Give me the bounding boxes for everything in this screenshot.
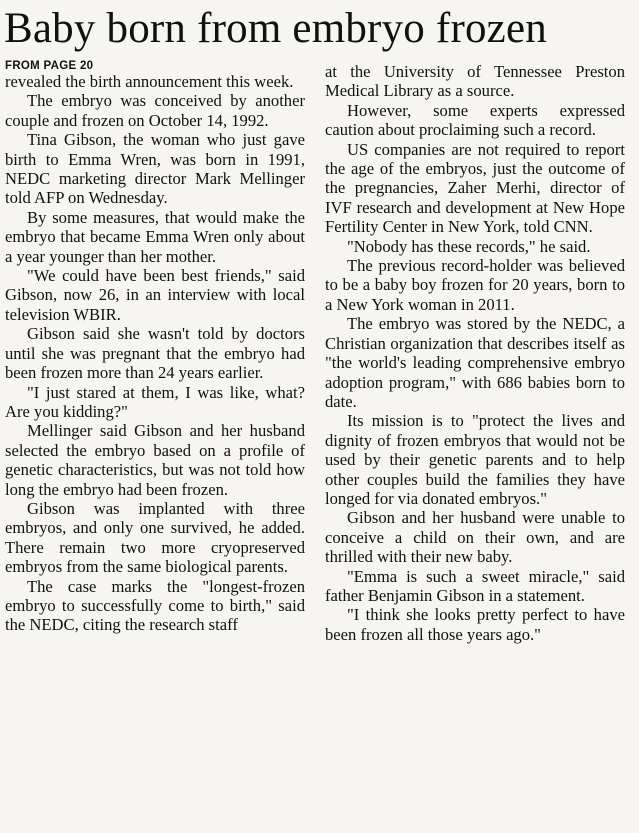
paragraph: Gibson was implanted with three embryos, and only one survived, he added. There remain two more cryopreserved embryos from the same biological parents. [5, 498, 305, 577]
left-column [5, 60, 305, 635]
headline: Baby born from embryo frozen [4, 5, 547, 52]
paragraph: By some measures, that would make the embryo that became Emma Wren only about a year younger than her mother. [5, 207, 305, 266]
paragraph: Gibson and her husband were unable to conceive a child on their own, and are thrilled with their new baby. [325, 508, 625, 567]
paragraph: US companies are not required to report the age of the embryos, just the outcome of the pregnancies, Zaher Merhi, director of IVF research and development at New Hope Fertility Center in New York, told CNN. [325, 139, 625, 237]
paragraph: The embryo was conceived by another couple and frozen on October 14, 1992. [5, 91, 305, 130]
paragraph: "I think she looks pretty perfect to have been frozen all those years ago." [325, 605, 625, 644]
paragraph: at the University of Tennessee Preston Medical Library as a source. [325, 62, 625, 101]
paragraph: "We could have been best friends," said Gibson, now 26, in an interview with local television WBIR. [5, 266, 305, 324]
paragraph: "I just stared at them, I was like, what? Are you kidding?" [5, 382, 305, 421]
paragraph: revealed the birth announcement this week. [5, 72, 294, 91]
paragraph: The case marks the "longest-frozen embryo to successfully come to birth," said the NEDC, citing the research staff [5, 576, 305, 635]
jump-label: FROM PAGE 20 [5, 60, 94, 72]
paragraph: "Nobody has these records," he said. [347, 236, 591, 256]
paragraph: The previous record-holder was believed to be a baby boy frozen for 20 years, born to a New York woman in 2011. [325, 256, 625, 314]
paragraph: "Emma is such a sweet miracle," said father Benjamin Gibson in a statement. [325, 566, 625, 605]
paragraph: The embryo was stored by the NEDC, a Christian organization that describes itself as "the world's leading comprehensive embryo adoption program," with 686 babies born to date. [325, 314, 625, 411]
paragraph: Its mission is to "protect the lives and dignity of frozen embryos that would not be used by their genetic parents and to help other couples build the families they have longed for via donated embryos." [325, 411, 625, 508]
paragraph: Mellinger said Gibson and her husband selected the embryo based on a profile of genetic characteristics, but was not told how long the embryo had been frozen. [5, 421, 305, 499]
paragraph: However, some experts expressed caution about proclaiming such a record. [325, 100, 625, 140]
paragraph: Tina Gibson, the woman who just gave birth to Emma Wren, was born in 1991, NEDC marketing director Mark Mellinger told AFP on Wednesday. [5, 130, 305, 208]
right-column [325, 62, 625, 644]
paragraph: Gibson said she wasn't told by doctors until she was pregnant that the embryo had been frozen more than 24 years earlier. [5, 324, 305, 383]
